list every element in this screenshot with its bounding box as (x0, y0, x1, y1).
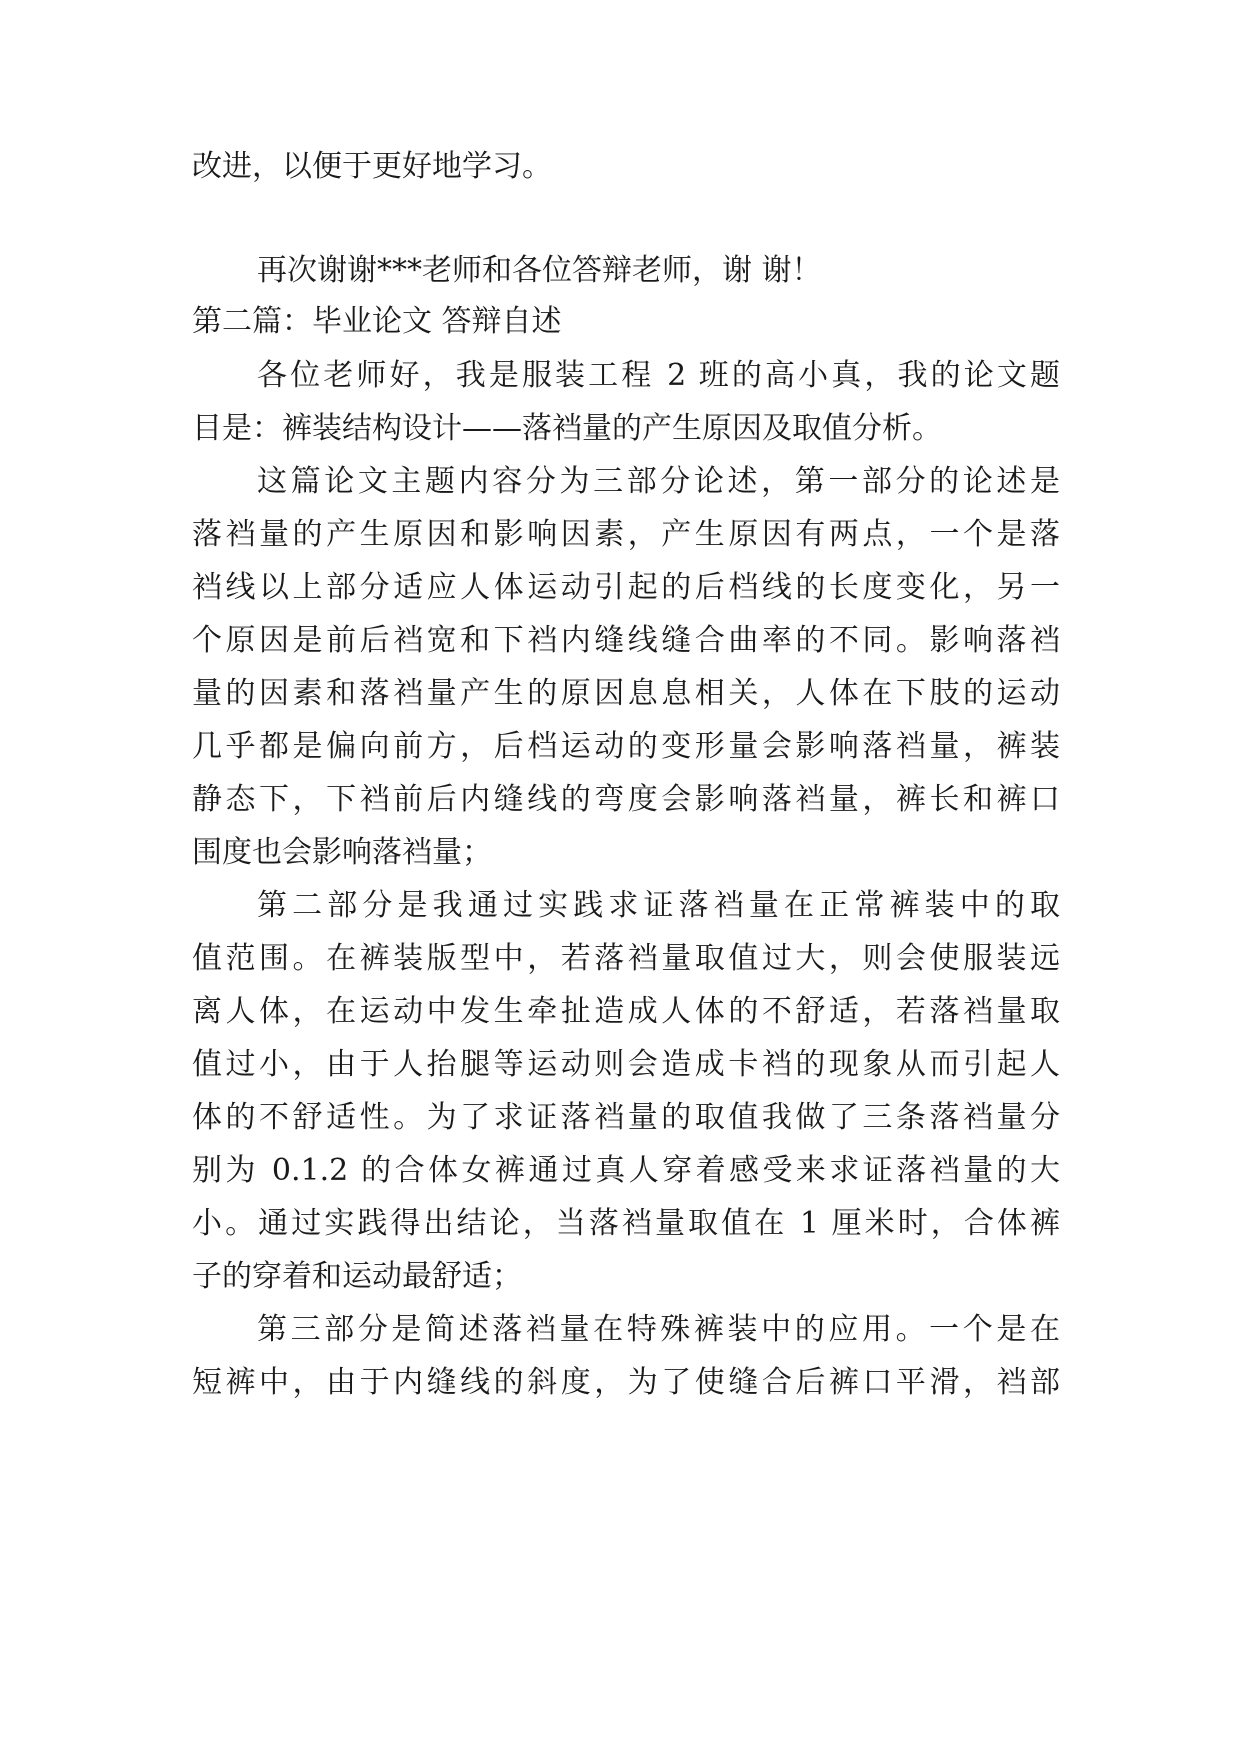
paragraph-line: 子的穿着和运动最舒适； (192, 1259, 522, 1294)
paragraph-line: 体的不舒适性。为了求证落裆量的取值我做了三条落裆量分 (192, 1100, 1060, 1135)
section-heading: 第二篇：毕业论文 答辩自述 (192, 304, 562, 339)
paragraph-line: 小。通过实践得出结论，当落裆量取值在 1 厘米时，合体裤 (192, 1206, 1060, 1241)
paragraph-line: 第三部分是简述落裆量在特殊裤装中的应用。一个是在 (257, 1312, 1060, 1347)
paragraph-line: 目是：裤装结构设计——落裆量的产生原因及取值分析。 (192, 411, 942, 446)
paragraph-line: 别为 0.1.2 的合体女裤通过真人穿着感受来求证落裆量的大 (192, 1153, 1060, 1188)
paragraph-line: 各位老师好，我是服装工程 2 班的高小真，我的论文题 (257, 358, 1060, 393)
paragraph-line: 离人体，在运动中发生牵扯造成人体的不舒适，若落裆量取 (192, 994, 1060, 1029)
paragraph-line: 值过小，由于人抬腿等运动则会造成卡裆的现象从而引起人 (192, 1047, 1060, 1082)
paragraph-line: 裆线以上部分适应人体运动引起的后档线的长度变化，另一 (192, 570, 1060, 605)
paragraph-line: 量的因素和落裆量产生的原因息息相关，人体在下肢的运动 (192, 676, 1060, 711)
paragraph-line: 落裆量的产生原因和影响因素，产生原因有两点，一个是落 (192, 517, 1060, 552)
paragraph-line: 短裤中，由于内缝线的斜度，为了使缝合后裤口平滑，裆部 (192, 1365, 1060, 1400)
paragraph-line: 静态下，下裆前后内缝线的弯度会影响落裆量，裤长和裤口 (192, 782, 1060, 817)
paragraph-line: 个原因是前后裆宽和下裆内缝线缝合曲率的不同。影响落裆 (192, 623, 1060, 658)
paragraph-line: 围度也会影响落裆量； (192, 835, 492, 870)
paragraph-line: 几乎都是偏向前方，后档运动的变形量会影响落裆量，裤装 (192, 729, 1060, 764)
paragraph-line: 改进，以便于更好地学习。 (192, 149, 552, 184)
paragraph-line: 第二部分是我通过实践求证落裆量在正常裤装中的取 (257, 888, 1060, 923)
paragraph-line: 再次谢谢***老师和各位答辩老师，谢 谢！ (257, 253, 822, 288)
paragraph-line: 这篇论文主题内容分为三部分论述，第一部分的论述是 (257, 464, 1060, 499)
paragraph-line: 值范围。在裤装版型中，若落裆量取值过大，则会使服装远 (192, 941, 1060, 976)
